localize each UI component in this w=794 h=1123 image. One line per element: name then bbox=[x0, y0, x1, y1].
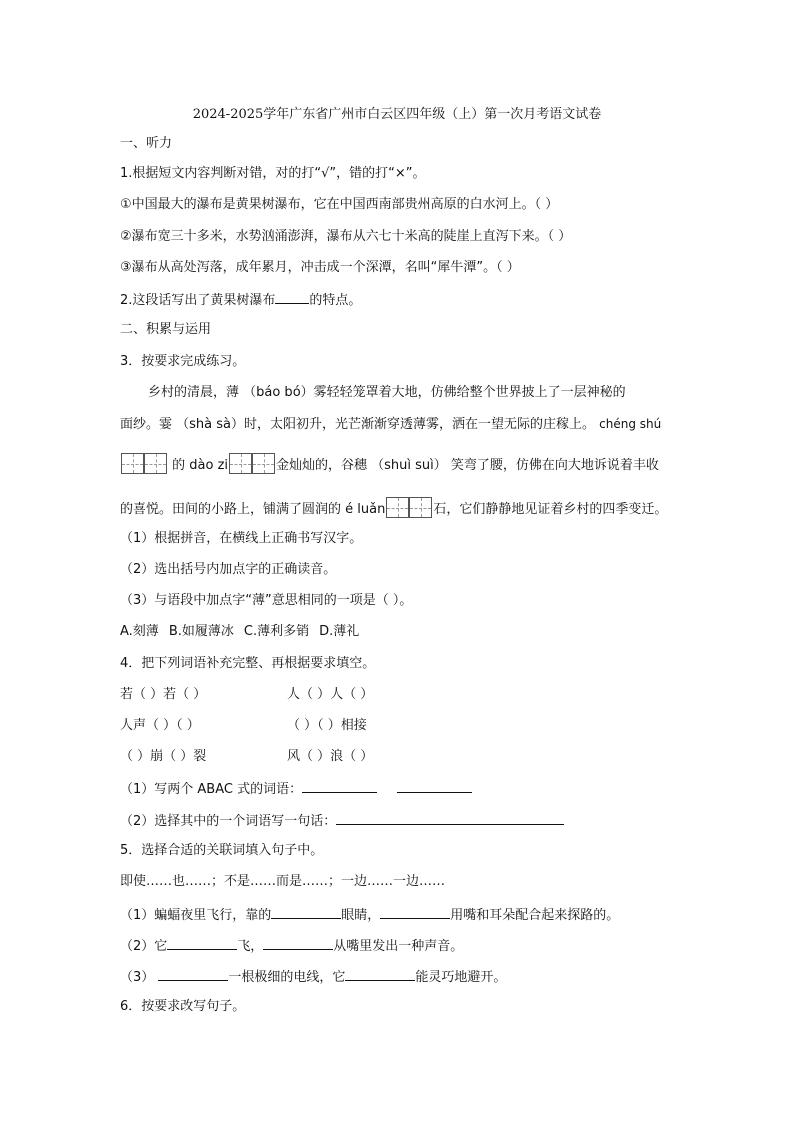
passage-line-4-a: 的喜悦。田间的小路上，铺满了圆润的 é luǎn bbox=[120, 502, 386, 517]
passage-line-4-b: 石，它们静静地见证着乡村的四季变迁。 bbox=[433, 502, 668, 517]
q5-s1-a: （1）蝙蝠夜里飞行，靠的 bbox=[120, 908, 272, 923]
q4-blank-1[interactable] bbox=[302, 779, 377, 793]
passage-line-2-text: 面纱。霎 （shà sà）时，太阳初升，光芒渐渐穿透薄雾，洒在一望无际的庄稼上。 bbox=[120, 417, 595, 432]
q4-sentence-blank[interactable] bbox=[336, 811, 564, 825]
passage-line-4 bbox=[120, 497, 667, 519]
question-6: 6．按要求改写句子。 bbox=[120, 999, 246, 1014]
passage-line-3-b: 金灿灿的，谷穗 （shuì suì） 笑弯了腰，仿佛在向大地诉说着丰收 bbox=[276, 458, 659, 473]
q5-s2-b: 飞， bbox=[237, 939, 264, 954]
q4-sub-1-text: （1）写两个 ABAC 式的词语： bbox=[120, 782, 303, 797]
q4-row-3-right: 风（ ）浪（ ） bbox=[287, 749, 374, 764]
q4-row-1-left: 若（ ）若（ ） bbox=[120, 687, 207, 702]
q2-text-a: 2.这段话写出了黄果树瀑布 bbox=[120, 293, 276, 308]
page-title: 2024-2025学年广东省广州市白云区四年级（上）第一次月考语文试卷 bbox=[192, 107, 602, 122]
q5-sentence-1 bbox=[120, 905, 619, 925]
q5-s1-blank-2[interactable] bbox=[380, 905, 450, 919]
section-2-heading: 二、积累与运用 bbox=[120, 322, 212, 337]
q4-blank-2[interactable] bbox=[397, 779, 472, 793]
question-3: 3．按要求完成练习。 bbox=[120, 354, 246, 369]
question-4: 4．把下列词语补充完整、再根据要求填空。 bbox=[120, 656, 376, 671]
q5-s3-blank-1[interactable] bbox=[158, 967, 228, 981]
passage-line-1: 乡村的清晨，薄 （báo bó）雾轻轻笼罩着大地，仿佛给整个世界披上了一层神秘的 bbox=[148, 385, 626, 400]
q4-row-2-left: 人声（ ）（ ） bbox=[120, 718, 200, 733]
q1-item-1: ①中国最大的瀑布是黄果树瀑布，它在中国西南部贵州高原的白水河上。（ ） bbox=[120, 197, 559, 212]
passage-line-2 bbox=[120, 415, 661, 434]
option-a[interactable]: A.刻薄 bbox=[120, 624, 159, 639]
answer-grid-chengshu[interactable] bbox=[121, 453, 167, 473]
q5-s1-b: 眼睛， bbox=[341, 908, 381, 923]
q4-sub-2-text: （2）选择其中的一个词语写一句话： bbox=[120, 814, 337, 829]
option-c[interactable]: C.薄利多销 bbox=[243, 624, 310, 639]
question-5: 5．选择合适的关联词填入句子中。 bbox=[120, 843, 324, 858]
q5-s2-blank-2[interactable] bbox=[263, 936, 333, 950]
q2-text-b: 的特点。 bbox=[309, 293, 362, 308]
q4-sub-1 bbox=[120, 779, 472, 799]
passage-line-3 bbox=[120, 453, 659, 475]
answer-grid-daozi[interactable] bbox=[229, 453, 275, 473]
q5-s2-c: 从嘴里发出一种声音。 bbox=[333, 939, 464, 954]
q5-s1-blank-1[interactable] bbox=[271, 905, 341, 919]
q5-s3-a: （3） bbox=[120, 970, 159, 985]
q5-s3-c: 能灵巧地避开。 bbox=[415, 970, 507, 985]
question-1: 1.根据短文内容判断对错，对的打“√”，错的打“×”。 bbox=[120, 166, 426, 181]
q4-sub-2 bbox=[120, 811, 564, 831]
q1-item-2: ②瀑布宽三十多米，水势汹涌澎湃，瀑布从六七十米高的陡崖上直泻下来。（ ） bbox=[120, 229, 572, 244]
q2-blank[interactable] bbox=[275, 290, 309, 304]
q3-sub-2: （2）选出括号内加点字的正确读音。 bbox=[120, 562, 337, 577]
q5-word-bank: 即使……也……；不是……而是……；一边……一边…… bbox=[120, 874, 446, 889]
question-2 bbox=[120, 290, 361, 310]
q3-sub-1: （1）根据拼音，在横线上正确书写汉字。 bbox=[120, 531, 363, 546]
q5-s1-c: 用嘴和耳朵配合起来探路的。 bbox=[450, 908, 620, 923]
q4-row-2-right: （ ）（ ）相接 bbox=[287, 718, 367, 733]
q3-options bbox=[120, 623, 359, 641]
passage-line-3-a: 的 dào zi bbox=[172, 458, 229, 473]
q4-row-1-right: 人（ ）人（ ） bbox=[287, 687, 374, 702]
option-b[interactable]: B.如履薄冰 bbox=[168, 624, 234, 639]
q1-item-3: ③瀑布从高处泻落，成年累月，冲击成一个深潭，名叫“犀牛潭”。（ ） bbox=[120, 260, 520, 275]
section-1-heading: 一、听力 bbox=[120, 136, 173, 151]
answer-grid-eluan[interactable] bbox=[386, 497, 432, 517]
q5-s3-blank-2[interactable] bbox=[345, 967, 415, 981]
q3-sub-3: （3）与语段中加点字“薄”意思相同的一项是（ ）。 bbox=[120, 593, 413, 608]
q5-s2-blank-1[interactable] bbox=[167, 936, 237, 950]
q5-s2-a: （2）它 bbox=[120, 939, 168, 954]
q5-sentence-2 bbox=[120, 936, 463, 956]
q5-s3-b: 一根极细的电线，它 bbox=[228, 970, 346, 985]
pinyin-chengshu: chéng shú bbox=[599, 417, 662, 431]
q4-row-3-left: （ ）崩（ ）裂 bbox=[120, 749, 207, 764]
option-d[interactable]: D.薄礼 bbox=[319, 624, 360, 639]
q5-sentence-3 bbox=[120, 967, 506, 987]
